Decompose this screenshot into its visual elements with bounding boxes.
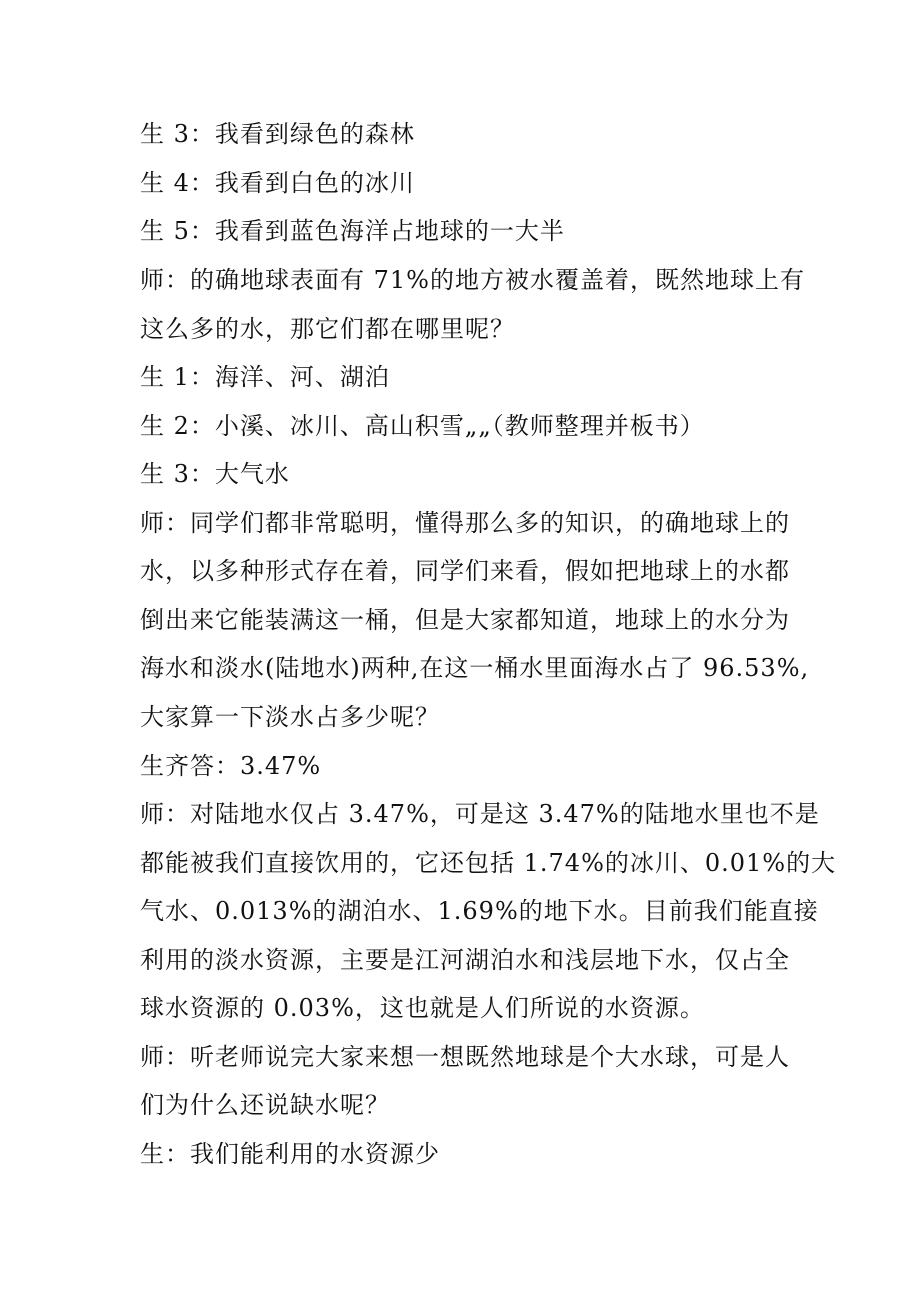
text-line: 生 3：大气水: [140, 460, 290, 488]
text-line: 生 4：我看到白色的冰川: [140, 169, 415, 197]
text-line: 生 5：我看到蓝色海洋占地球的一大半: [140, 217, 565, 245]
text-line: 球水资源的 0.03%，这也就是人们所说的水资源。: [140, 994, 705, 1022]
text-line: 师：的确地球表面有 71%的地方被水覆盖着，既然地球上有: [140, 266, 805, 294]
text-line: 们为什么还说缺水呢？: [140, 1091, 390, 1119]
text-line: 师：同学们都非常聪明，懂得那么多的知识，的确地球上的: [140, 509, 790, 537]
text-line: 生齐答：3.47%: [140, 752, 322, 780]
text-line: 倒出来它能装满这一桶，但是大家都知道，地球上的水分为: [140, 606, 790, 634]
text-line: 师：对陆地水仅占 3.47%，可是这 3.47%的陆地水里也不是: [140, 800, 820, 828]
text-line: 这么多的水，那它们都在哪里呢？: [140, 315, 515, 343]
text-line: 生 1：海洋、河、湖泊: [140, 363, 390, 391]
text-line: 利用的淡水资源，主要是江河湖泊水和浅层地下水，仅占全: [140, 946, 790, 974]
text-line: 水，以多种形式存在着，同学们来看，假如把地球上的水都: [140, 557, 790, 585]
text-line: 生 3：我看到绿色的森林: [140, 120, 415, 148]
text-line: 生：我们能利用的水资源少: [140, 1140, 440, 1168]
text-line: 气水、0.013%的湖泊水、1.69%的地下水。目前我们能直接: [140, 897, 819, 925]
text-line: 大家算一下淡水占多少呢？: [140, 703, 440, 731]
text-line: 师：听老师说完大家来想一想既然地球是个大水球，可是人: [140, 1043, 790, 1071]
text-line: 海水和淡水(陆地水)两种,在这一桶水里面海水占了 96.53%,: [140, 654, 810, 682]
text-line: 都能被我们直接饮用的，它还包括 1.74%的冰川、0.01%的大: [140, 849, 837, 877]
text-line: 生 2：小溪、冰川、高山积雪„„（教师整理并板书）: [140, 412, 705, 440]
